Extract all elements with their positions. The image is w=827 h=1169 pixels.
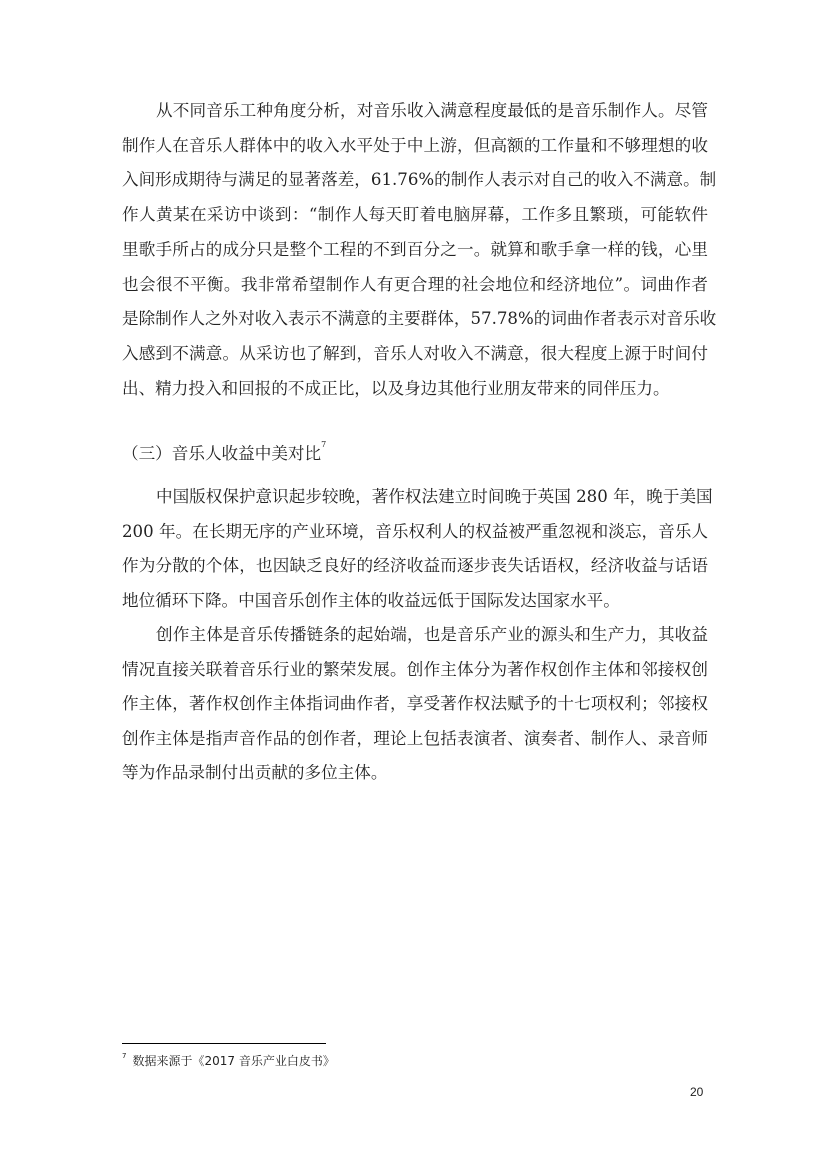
text-line: 地位循环下降。中国音乐创作主体的收益远低于国际发达国家水平。	[122, 590, 620, 610]
text-line: 等为作品录制付出贡献的多位主体。	[122, 763, 388, 782]
text-line: 是除制作人之外对收入表示不满意的主要群体，57.78%的词曲作者表示对音乐收	[122, 309, 717, 329]
text-line: 入感到不满意。从采访也了解到，音乐人对收入不满意，很大程度上源于时间付	[122, 343, 708, 363]
text-line: 也会很不平衡。我非常希望制作人有更合理的社会地位和经济地位”。词曲作者	[122, 274, 708, 294]
footnote-ref[interactable]: 7	[321, 440, 327, 449]
page-number: 20	[690, 1085, 704, 1099]
text-line: 中国版权保护意识起步较晚，著作权法建立时间晚于英国 280 年，晚于美国	[156, 487, 713, 506]
text-line: 200 年。在长期无序的产业环境，音乐权利人的权益被严重忽视和淡忘，音乐人	[122, 521, 708, 541]
footnote: $^7$ 数据来源于《2017 音乐产业白皮书》	[122, 1052, 335, 1068]
text-line: 创作主体是指声音作品的创作者，理论上包括表演者、演奏者、制作人、录音师	[122, 728, 708, 748]
footnote-divider	[122, 1043, 326, 1044]
text-line: 出、精力投入和回报的不成正比，以及身边其他行业朋友带来的同伴压力。	[122, 378, 670, 398]
text-line: 从不同音乐工种角度分析，对音乐收入满意程度最低的是音乐制作人。尽管	[156, 101, 708, 120]
section-heading: （三）音乐人收益中美对比$^7$	[122, 440, 327, 463]
text-line: 作主体，著作权创作主体指词曲作者，享受著作权法赋予的十七项权利；邻接权	[122, 694, 708, 713]
text-line: 创作主体是音乐传播链条的起始端，也是音乐产业的源头和生产力，其收益	[156, 625, 708, 644]
text-line: 作为分散的个体，也因缺乏良好的经济收益而逐步丧失话语权，经济收益与话语	[122, 556, 708, 575]
text-line: 作人黄某在采访中谈到：“制作人每天盯着电脑屏幕，工作多且繁琐，可能软件	[122, 205, 708, 225]
text-line: 制作人在音乐人群体中的收入水平处于中上游，但高额的工作量和不够理想的收	[122, 135, 708, 155]
text-line: 里歌手所占的成分只是整个工程的不到百分之一。就算和歌手拿一样的钱，心里	[122, 239, 708, 259]
text-line: 入间形成期待与满足的显著落差，61.76%的制作人表示对自己的收入不满意。制	[122, 170, 717, 190]
text-line: 情况直接关联着音乐行业的繁荣发展。创作主体分为著作权创作主体和邻接权创	[122, 659, 708, 679]
